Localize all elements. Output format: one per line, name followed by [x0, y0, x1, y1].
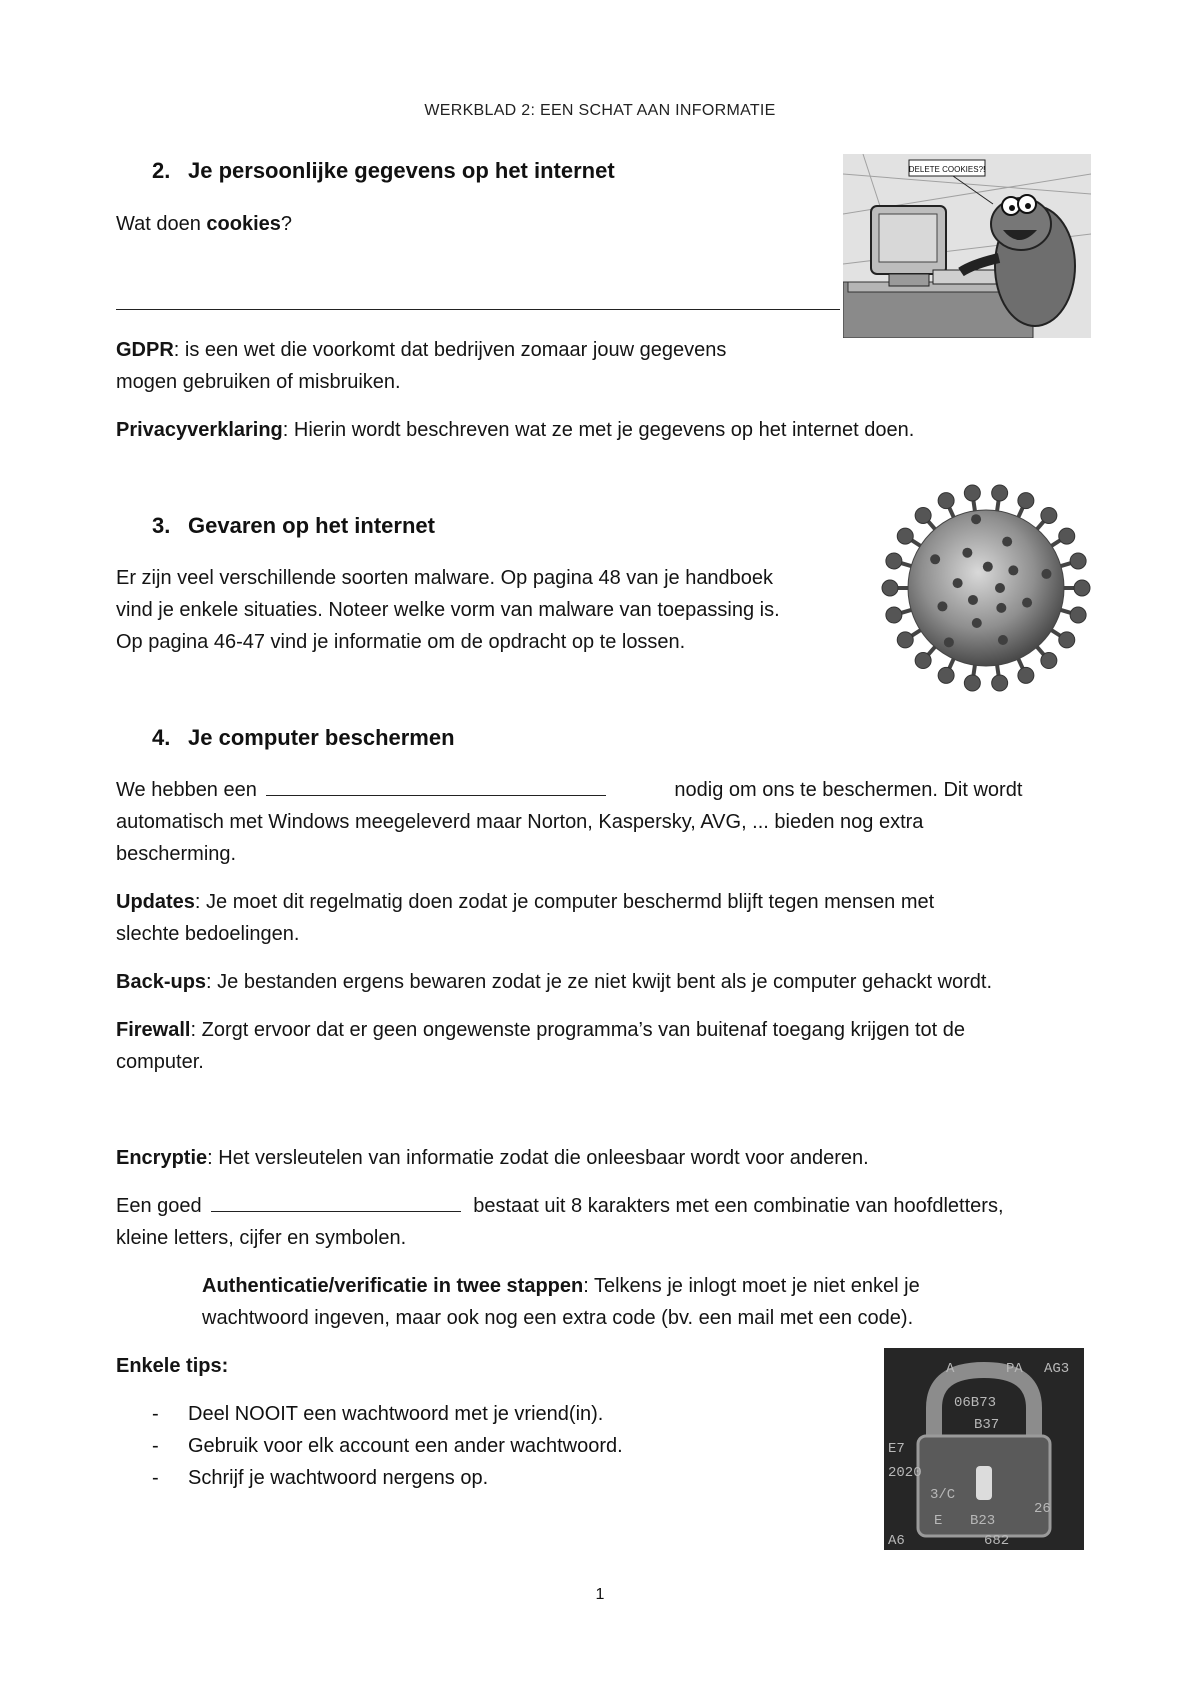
lock-code-text: B23	[970, 1513, 996, 1529]
two-factor-paragraph: Authenticatie/verificatie in twee stappen: Telkens je inlogt moet je niet enkel je wachtwoord ingeven, maar ook nog een extra code (bv. een mail met een code).	[202, 1275, 920, 1329]
gdpr-term: GDPR	[116, 339, 174, 361]
section-3-title: Gevaren op het internet	[188, 513, 435, 538]
virus-spike-head	[1018, 493, 1034, 509]
section-3-number: 3.	[152, 513, 171, 538]
virus-spike-head	[886, 553, 902, 569]
page-number: 1	[595, 1586, 605, 1603]
lock-code-text: 2020	[888, 1465, 922, 1481]
virus-surface-dot	[930, 554, 940, 564]
lock-code-text: A6	[888, 1533, 905, 1549]
cartoon-drawing	[843, 154, 1091, 338]
antivirus-paragraph: We hebben een nodig om ons te beschermen. Dit wordt automatisch met Windows meegeleverd maar Norton, Kaspersky, AVG, ... bieden nog extra bescherming.	[116, 779, 1023, 865]
section-4-number: 4.	[152, 725, 171, 750]
lock-code-text: A	[946, 1361, 955, 1377]
virus-surface-dot	[1002, 537, 1012, 547]
virus-spike-head	[1018, 667, 1034, 683]
virus-spike-head	[1070, 553, 1086, 569]
lock-code-text: 06B73	[954, 1395, 997, 1411]
lock-code-text: E	[934, 1513, 943, 1529]
password-paragraph: Een goed bestaat uit 8 karakters met een combinatie van hoofdletters, kleine letters, cijfer en symbolen.	[116, 1195, 1004, 1249]
updates-paragraph: Updates: Je moet dit regelmatig doen zodat je computer beschermd blijft tegen mensen met slechte bedoelingen.	[116, 891, 935, 945]
virus-spike-head	[1059, 528, 1075, 544]
antivirus-blank[interactable]	[266, 777, 606, 796]
virus-drawing	[880, 482, 1092, 694]
virus-surface-dot	[1041, 569, 1051, 579]
lock-code-text: 3/C	[930, 1487, 956, 1503]
virus-spike-head	[1074, 580, 1090, 596]
backups-paragraph: Back-ups: Je bestanden ergens bewaren zodat je ze niet kwijt bent als je computer gehackt wordt.	[116, 971, 993, 993]
virus-surface-dot	[944, 637, 954, 647]
gdpr-paragraph: GDPR: is een wet die voorkomt dat bedrijven zomaar jouw gegevens mogen gebruiken of misbruiken.	[116, 339, 727, 393]
list-item: - Gebruik voor elk account een ander wachtwoord.	[152, 1435, 623, 1457]
virus-spike-head	[938, 667, 954, 683]
section-2-number: 2.	[152, 158, 171, 183]
updates-term: Updates	[116, 891, 195, 913]
privacy-term: Privacyverklaring	[116, 419, 283, 441]
two-factor-term: Authenticatie/verificatie in twee stappen	[202, 1275, 584, 1297]
encryptie-paragraph: Encryptie: Het versleutelen van informatie zodat die onleesbaar wordt voor anderen.	[116, 1147, 869, 1169]
virus-spike-head	[1059, 632, 1075, 648]
encryptie-term: Encryptie	[116, 1147, 208, 1169]
virus-surface-dot	[983, 562, 993, 572]
virus-surface-dot	[953, 578, 963, 588]
virus-spike-head	[992, 485, 1008, 501]
lock-code-text: AG3	[1044, 1361, 1070, 1377]
cookie-monster-cartoon	[843, 154, 1091, 338]
virus-surface-dot	[972, 618, 982, 628]
cookies-question: Wat doen cookies?	[116, 213, 293, 235]
virus-image	[880, 482, 1092, 694]
malware-paragraph: Er zijn veel verschillende soorten malware. Op pagina 48 van je handboek vind je enkele situaties. Noteer welke vorm van malware van toepassing is. Op pagina 46-47 vind je informatie om de opdracht op te lossen.	[116, 567, 780, 653]
virus-spike-head	[915, 507, 931, 523]
lock-code-text: B37	[974, 1417, 1000, 1433]
lock-code-text: E7	[888, 1441, 905, 1457]
section-4-heading	[152, 725, 455, 751]
virus-surface-dot	[998, 635, 1008, 645]
virus-surface-dot	[995, 583, 1005, 593]
privacy-paragraph: Privacyverklaring: Hierin wordt beschreven wat ze met je gegevens op het internet doen.	[116, 419, 915, 441]
virus-spike-head	[1041, 507, 1057, 523]
padlock-drawing	[884, 1348, 1084, 1550]
padlock-image	[884, 1348, 1084, 1550]
virus-surface-dot	[968, 595, 978, 605]
page-header: WERKBLAD 2: EEN SCHAT AAN INFORMATIE	[424, 102, 776, 119]
virus-spike-head	[886, 607, 902, 623]
virus-spike-head	[992, 675, 1008, 691]
firewall-paragraph: Firewall: Zorgt ervoor dat er geen ongewenste programma’s van buitenaf toegang krijgen tot de computer.	[116, 1019, 966, 1073]
virus-surface-dot	[937, 601, 947, 611]
tips-title: Enkele tips:	[116, 1355, 229, 1377]
virus-spike-head	[964, 485, 980, 501]
list-item: - Deel NOOIT een wachtwoord met je vriend(in).	[152, 1403, 604, 1425]
section-2-title: Je persoonlijke gegevens op het internet	[188, 158, 615, 183]
virus-surface-dot	[962, 548, 972, 558]
cookies-answer-line[interactable]	[116, 309, 840, 310]
virus-surface-dot	[1008, 565, 1018, 575]
virus-surface-dot	[1022, 598, 1032, 608]
cookies-term: cookies	[206, 213, 281, 235]
virus-spike-head	[964, 675, 980, 691]
section-2-heading	[152, 158, 615, 184]
list-item: - Schrijf je wachtwoord nergens op.	[152, 1467, 489, 1489]
virus-spike-head	[1070, 607, 1086, 623]
virus-spike-head	[897, 632, 913, 648]
section-4-title: Je computer beschermen	[188, 725, 455, 750]
virus-spike-head	[938, 493, 954, 509]
firewall-term: Firewall	[116, 1019, 191, 1041]
virus-surface-dot	[971, 514, 981, 524]
virus-spike-head	[915, 653, 931, 669]
virus-surface-dot	[996, 603, 1006, 613]
lock-code-text: PA	[1006, 1361, 1023, 1377]
virus-spike-head	[1041, 653, 1057, 669]
password-blank[interactable]	[211, 1193, 461, 1212]
virus-spike-head	[882, 580, 898, 596]
lock-code-text: 26	[1034, 1501, 1051, 1517]
backups-term: Back-ups	[116, 971, 207, 993]
lock-code-text: 682	[984, 1533, 1010, 1549]
tips-list	[152, 1398, 623, 1494]
section-3-heading	[152, 513, 435, 539]
virus-spike-head	[897, 528, 913, 544]
cartoon-caption: DELETE COOKIES?!	[908, 165, 986, 174]
